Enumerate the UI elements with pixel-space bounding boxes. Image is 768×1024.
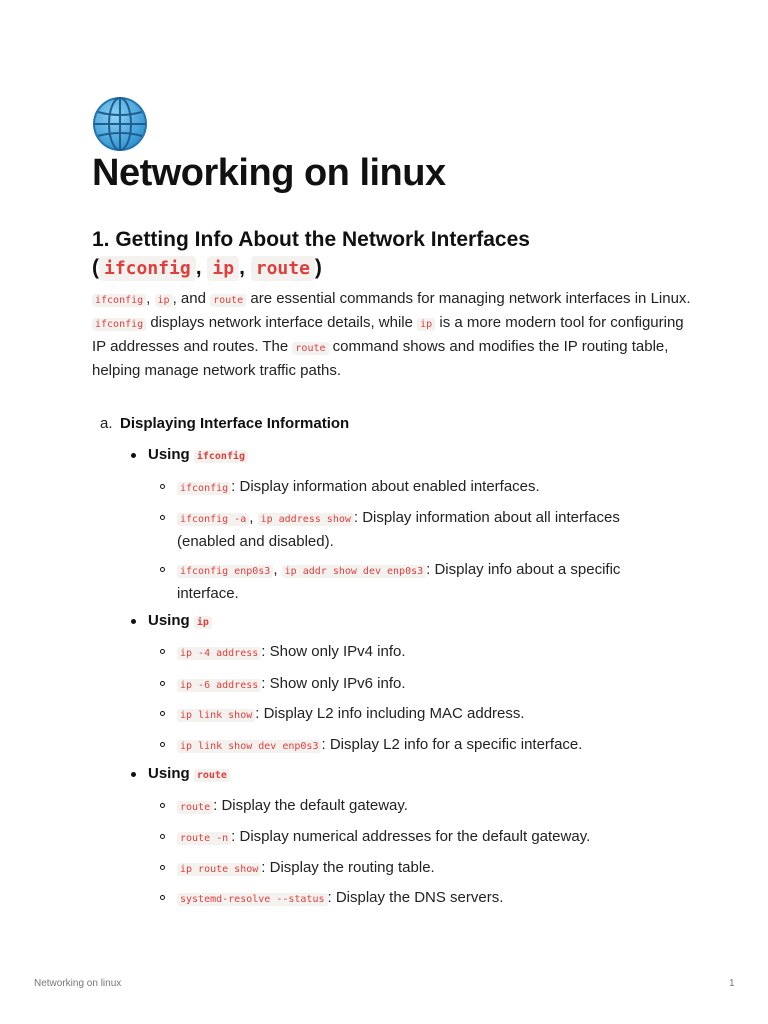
bullet-circle [160,803,165,808]
bullet-disc [131,453,136,458]
list-item: route : Display the default gateway. [177,795,667,819]
bullet-circle [160,895,165,900]
bullet-circle [160,742,165,747]
group-label: Using route [148,765,230,782]
globe-icon [92,96,148,152]
list-item: ip link show : Display L2 info including MAC address. [177,703,667,727]
inline-code: ip [417,318,435,331]
inline-code: ifconfig [194,450,248,463]
bullet-circle [160,515,165,520]
heading-cmd-ip: ip [207,256,239,281]
bullet-circle [160,834,165,839]
list-item: ifconfig : Display information about enabled interfaces. [177,476,667,500]
group-label: Using ip [148,612,212,629]
bullet-circle [160,484,165,489]
bullet-circle [160,649,165,654]
list-item: route -n : Display numerical addresses for the default gateway. [177,826,667,850]
list-item: ip -4 address : Show only IPv4 info. [177,641,667,665]
bullet-disc [131,772,136,777]
list-item: ip route show : Display the routing table. [177,857,667,881]
page-title: Networking on linux [92,152,446,194]
footer-title: Networking on linux [34,978,122,989]
list-item: systemd-resolve --status : Display the DNS servers. [177,887,667,911]
subsection-number: a. [100,415,113,432]
heading-cmd-route: route [251,256,315,281]
list-item: ifconfig enp0s3 , ip addr show dev enp0s3 : Display info about a specific interface. [177,561,621,602]
bullet-circle [160,567,165,572]
inline-code: route [210,294,246,307]
section-heading-text: 1. Getting Info About the Network Interfaces [92,228,530,251]
inline-code: route [194,769,230,782]
page-number: 1 [729,978,735,989]
section-heading: 1. Getting Info About the Network Interfaces ( ifconfig , ip , route ) [92,228,530,279]
bullet-circle [160,711,165,716]
group-label: Using ifconfig [148,446,248,463]
bullet-circle [160,865,165,870]
inline-code: ip [155,294,173,307]
heading-cmd-ifconfig: ifconfig [99,256,196,281]
list-item: ip -6 address : Show only IPv6 info. [177,673,667,697]
list-item: ifconfig -a , ip address show : Display information about all interfaces (enabled and disabled). [177,509,620,550]
bullet-circle [160,681,165,686]
intro-paragraph: ifconfig , ip , and route are essential commands for managing network interfaces in Linux. ifconfig displays network interface details, while ip is a more modern tool for configuring IP addresses and routes. The route command shows and modifies the IP routing table, helping manage network traffic paths. [92,290,691,379]
inline-code: ip [194,616,212,629]
inline-code: ifconfig [92,318,146,331]
subsection-title: Displaying Interface Information [120,415,350,432]
list-item: ip link show dev enp0s3 : Display L2 info for a specific interface. [177,734,667,758]
inline-code: ifconfig [92,294,146,307]
inline-code: route [292,342,328,355]
bullet-disc [131,619,136,624]
